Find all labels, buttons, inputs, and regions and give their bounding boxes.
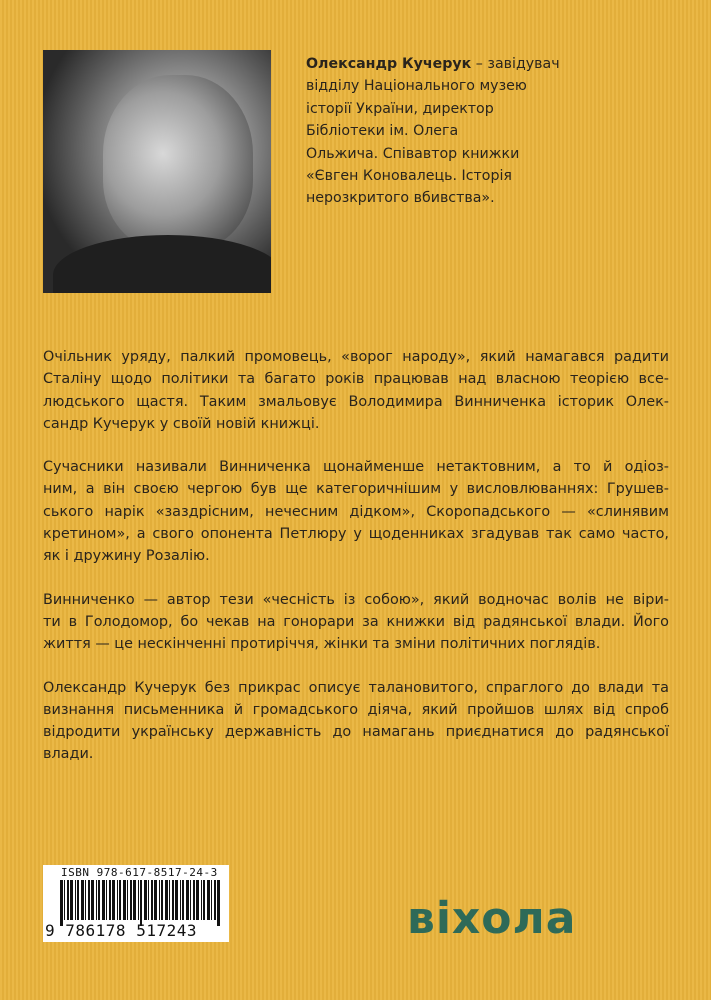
barcode-bar <box>117 880 118 920</box>
text-line: Сталіну щодо політики та багато років працював над власною теорією все- <box>43 371 669 388</box>
barcode-bar <box>75 880 76 920</box>
barcode-bar <box>112 880 115 920</box>
book-description <box>43 346 669 787</box>
barcode-bar <box>165 880 168 920</box>
author-name: Олександр Кучерук <box>306 56 472 72</box>
barcode-bar <box>70 880 73 920</box>
barcode-bar <box>81 880 84 920</box>
barcode-bar <box>193 880 195 920</box>
author-bio: Олександр Кучерук – завідувач відділу Національного музею історії України, директор Бібліотеки ім. Олега Ольжича. Співавтор книжки «Євген Коновалець. Історія нерозкритого вбивства». <box>306 56 560 207</box>
text-line: визнання письменника й громадського діяча, який пройшов шлях від спроб <box>43 701 669 718</box>
barcode-bar <box>190 880 191 920</box>
barcode-bar <box>196 880 199 920</box>
description-paragraph <box>43 589 669 656</box>
text-line: Сучасники називали Винниченка щонайменше нетактовним, а то й одіоз- <box>43 459 669 476</box>
text-line: влади. <box>43 746 94 763</box>
text-line: ського нарік «заздрісним, нечесним дідком», Скоропадського — «слинявим <box>43 503 669 520</box>
barcode-bar <box>180 880 181 920</box>
barcode-bar <box>203 880 205 920</box>
barcode-digits: 9 786178 517243 <box>45 921 197 940</box>
isbn-text: ISBN 978-617-8517-24-3 <box>61 866 218 879</box>
barcode-bar <box>91 880 94 920</box>
barcode-bar <box>77 880 79 920</box>
barcode-bar <box>127 880 128 920</box>
text-line: відродити українську державність до намагань приєднатися до радянської <box>43 724 669 741</box>
text-line: як і дружину Розалію. <box>43 548 210 565</box>
barcode-bar <box>186 880 189 920</box>
text-line: кретином», а свого опонента Петлюру у щоденниках згадував так само часто, <box>43 526 669 543</box>
barcode-bar <box>133 880 136 920</box>
barcode-bar <box>138 880 139 920</box>
text-line: ним, а він своєю чергою був ще категоричнішим у висловлюваннях: Грушев- <box>43 481 669 498</box>
barcode-bar <box>169 880 170 920</box>
barcode-bars <box>60 880 223 926</box>
barcode-bar <box>211 880 212 920</box>
barcode-bar <box>182 880 184 920</box>
barcode-bar <box>64 880 65 920</box>
text-line: ти в Голодомор, бо чекав на гонорари за книжки від радянської влади. Його <box>43 613 669 630</box>
barcode-bar <box>217 880 220 926</box>
barcode-bar <box>172 880 174 920</box>
author-photo <box>43 50 271 293</box>
barcode-bar <box>159 880 160 920</box>
description-paragraph <box>43 677 669 766</box>
barcode-bar <box>109 880 111 920</box>
barcode-bar <box>123 880 126 920</box>
barcode-bar <box>119 880 121 920</box>
text-line: Олександр Кучерук без прикрас описує талановитого, спраглого до влади та <box>43 679 669 696</box>
barcode-bar <box>88 880 90 920</box>
barcode-bar <box>201 880 202 920</box>
barcode-bar <box>85 880 86 920</box>
barcode-bar <box>106 880 107 920</box>
barcode-bar <box>102 880 105 920</box>
barcode-bar <box>140 880 142 926</box>
text-line: сандр Кучерук у своїй новій книжці. <box>43 415 320 432</box>
barcode-bar <box>67 880 69 920</box>
text-line: Винниченко — автор тези «чесність із собою», який водночас волів не віри- <box>43 591 669 608</box>
text-line: життя — це нескінченні протиріччя, жінки та зміни політичних поглядів. <box>43 636 601 653</box>
text-line: Очільник уряду, палкий промовець, «ворог народу», який намагався радити <box>43 349 669 365</box>
barcode-bar <box>207 880 210 920</box>
barcode-bar <box>175 880 178 920</box>
barcode-bar <box>96 880 97 920</box>
barcode-bar <box>98 880 100 920</box>
barcode-bar <box>151 880 153 920</box>
barcode-bar <box>130 880 132 920</box>
description-paragraph <box>43 456 669 567</box>
isbn-barcode <box>43 865 229 942</box>
barcode-bar <box>161 880 163 920</box>
barcode-bar <box>154 880 157 920</box>
barcode-bar <box>144 880 147 920</box>
barcode-bar <box>60 880 63 926</box>
description-paragraph <box>43 346 669 435</box>
barcode-bar <box>148 880 149 920</box>
barcode-bar <box>214 880 216 920</box>
text-line: людського щастя. Таким змальовує Володимира Винниченка історик Олек- <box>43 393 669 410</box>
publisher-logo: віхола <box>407 893 577 944</box>
